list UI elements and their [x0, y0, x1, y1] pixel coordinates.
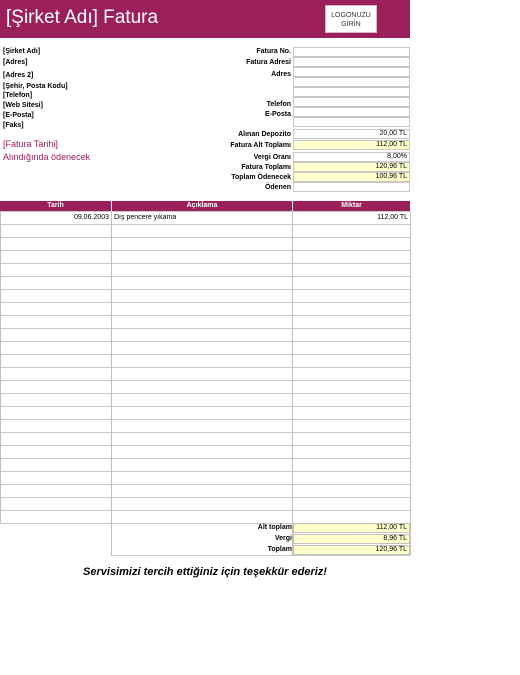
col-header-amount: Miktar — [293, 201, 410, 211]
table-row-line — [0, 484, 410, 485]
logo-line-1: LOGONUZU — [331, 12, 371, 19]
paid-value[interactable] — [293, 182, 410, 192]
table-row-line — [0, 289, 410, 290]
phone-label: Telefon — [266, 101, 291, 108]
invoice-total-label: Fatura Toplamı — [241, 164, 291, 171]
row-1-date[interactable]: 09.06.2003 — [73, 214, 109, 221]
city-postal: [Şehir, Posta Kodu] — [3, 83, 68, 90]
table-row-line — [0, 419, 410, 420]
deposit-value[interactable]: 20,00 TL — [293, 129, 410, 139]
email-field[interactable] — [293, 107, 410, 117]
row-1-amount[interactable]: 112,00 TL — [377, 214, 408, 221]
invoice-date: [Fatura Tarihi] — [3, 139, 58, 149]
table-column-line — [410, 211, 411, 555]
email-label: E-Posta — [264, 111, 291, 118]
subtotal-label: Fatura Alt Toplamı — [230, 142, 291, 149]
table-row-line — [0, 406, 410, 407]
billing-address-field-2[interactable] — [293, 67, 410, 77]
fax: [Faks] — [3, 122, 24, 129]
row-1-description[interactable]: Dış pencere yıkama — [114, 214, 177, 221]
table-row-line — [0, 315, 410, 316]
subtotal-value: 112,00 TL — [293, 140, 410, 150]
table-row-line — [0, 380, 410, 381]
table-row-line — [0, 445, 410, 446]
extra-field[interactable] — [293, 117, 410, 127]
phone-field[interactable] — [293, 97, 410, 107]
table-row-line — [0, 432, 410, 433]
address-field-1[interactable] — [293, 77, 410, 87]
address-line-2: [Adres 2] — [3, 72, 34, 79]
table-row-line — [0, 237, 410, 238]
address-label: Adres — [271, 71, 291, 78]
table-row-line — [0, 497, 410, 498]
table-row-line — [0, 211, 410, 212]
paid-label: Ödenen — [264, 184, 291, 191]
phone: [Telefon] — [3, 92, 33, 99]
invoice-total-value: 120,96 TL — [293, 162, 410, 172]
logo-line-2: GİRİN — [341, 21, 361, 28]
email: [E-Posta] — [3, 112, 34, 119]
totals-bottom-line — [111, 555, 410, 556]
amount-due-label: Toplam Ödenecek — [231, 174, 291, 181]
billing-address-label: Fatura Adresi — [246, 59, 291, 66]
tax-rate-value[interactable]: 8,00% — [293, 152, 410, 162]
table-row-line — [0, 224, 410, 225]
table-column-line — [292, 211, 293, 555]
payment-note: Alındığında ödenecek — [3, 152, 91, 162]
col-header-date: Tarih — [0, 201, 111, 211]
tax-bottom-value: 8,96 TL — [293, 534, 410, 544]
table-row-line — [0, 471, 410, 472]
billing-address-field-1[interactable] — [293, 57, 410, 67]
total-bottom-label: Toplam — [267, 546, 292, 553]
amount-due-value: 100,96 TL — [293, 172, 410, 182]
thank-you-message: Servisimizi tercih ettiğiniz için teşekkür ederiz! — [83, 566, 327, 578]
address-line-1: [Adres] — [3, 59, 28, 66]
total-bottom-value: 120,96 TL — [293, 545, 410, 555]
address-field-2[interactable] — [293, 87, 410, 97]
col-header-description: Açıklama — [112, 201, 292, 211]
subtotal-bottom-label: Alt toplam — [257, 524, 292, 531]
tax-rate-label: Vergi Oranı — [253, 154, 291, 161]
table-row-line — [0, 458, 410, 459]
subtotal-bottom-value: 112,00 TL — [293, 523, 410, 533]
table-row-line — [0, 302, 410, 303]
table-row-line — [0, 250, 410, 251]
table-column-line — [111, 211, 112, 555]
table-row-line — [0, 354, 410, 355]
table-row-line — [0, 367, 410, 368]
invoice-no-field[interactable] — [293, 47, 410, 57]
table-row-line — [0, 510, 410, 511]
page-title: [Şirket Adı] Fatura — [6, 7, 159, 28]
table-row-line — [0, 263, 410, 264]
logo-placeholder[interactable] — [325, 5, 377, 33]
deposit-label: Alınan Depozito — [238, 131, 291, 138]
table-row-line — [0, 341, 410, 342]
website: [Web Sitesi] — [3, 102, 43, 109]
company-name: [Şirket Adı] — [3, 48, 41, 55]
table-row-line — [0, 328, 410, 329]
table-column-line — [0, 211, 1, 523]
table-row-line — [0, 393, 410, 394]
table-row-line — [0, 276, 410, 277]
invoice-no-label: Fatura No. — [256, 48, 291, 55]
tax-bottom-label: Vergi — [274, 535, 292, 542]
